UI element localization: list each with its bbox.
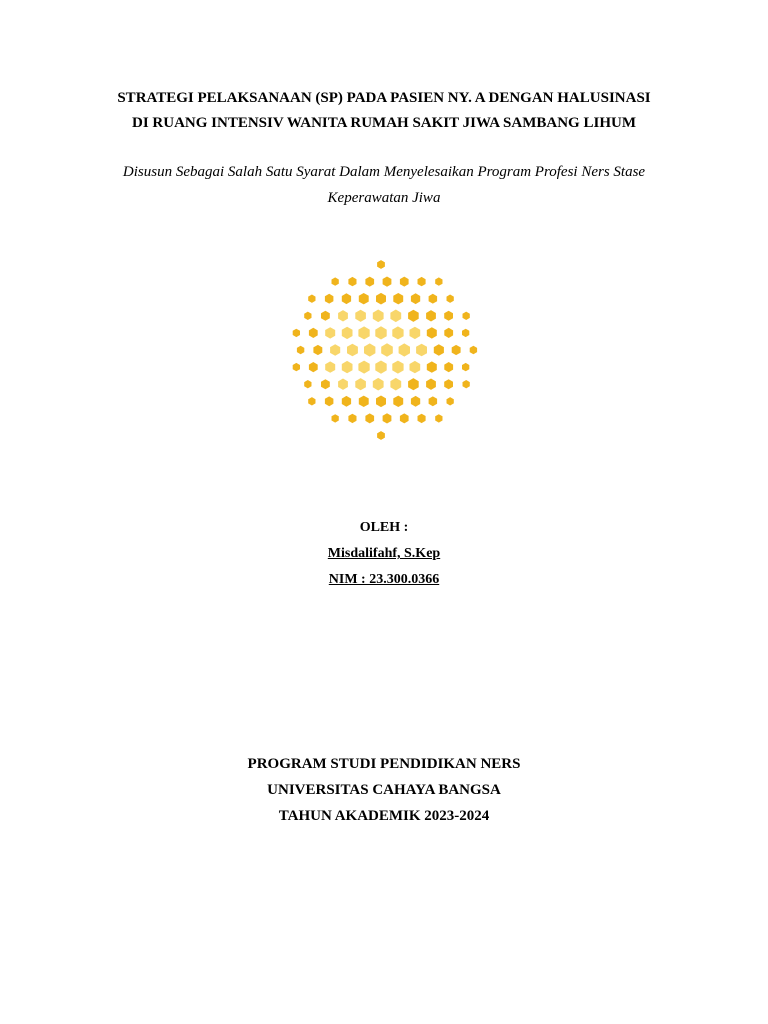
logo-hexagon bbox=[377, 431, 384, 439]
logo-hexagon bbox=[365, 413, 374, 423]
logo-hexagon bbox=[408, 378, 419, 390]
logo-hexagon bbox=[408, 310, 419, 322]
logo-hexagon bbox=[342, 396, 351, 407]
logo-hexagon bbox=[392, 361, 403, 374]
logo-hexagon bbox=[348, 414, 356, 423]
logo-hexagon bbox=[332, 414, 339, 422]
logo-hexagon bbox=[400, 277, 409, 287]
logo-hexagon bbox=[375, 361, 386, 374]
logo-hexagon bbox=[325, 361, 335, 372]
logo-hexagon bbox=[342, 361, 353, 373]
author-name: Misdalifahf, S.Kep bbox=[327, 546, 441, 561]
logo-hexagon bbox=[359, 293, 369, 304]
subtitle-line-2: Keperawatan Jiwa bbox=[327, 190, 441, 206]
program-name: PROGRAM STUDI PENDIDIKAN NERS bbox=[247, 756, 521, 772]
logo-hexagon bbox=[470, 346, 477, 354]
logo-hexagon bbox=[427, 361, 437, 372]
logo-hexagon bbox=[452, 345, 461, 355]
document-title bbox=[60, 86, 708, 136]
logo-hexagon bbox=[304, 312, 311, 320]
logo-hexagon bbox=[321, 379, 330, 389]
logo-hexagon bbox=[444, 328, 453, 338]
logo-hexagon bbox=[383, 413, 392, 423]
logo-hexagon bbox=[364, 343, 375, 356]
logo-hexagon bbox=[444, 379, 453, 389]
logo-hexagon bbox=[426, 379, 436, 390]
author-block bbox=[184, 515, 584, 593]
logo-hexagon bbox=[400, 413, 409, 423]
logo-hexagon bbox=[365, 277, 374, 287]
logo-hexagon bbox=[447, 295, 454, 303]
logo-hexagon bbox=[393, 293, 403, 304]
logo-hexagon bbox=[411, 293, 420, 304]
logo-hexagon bbox=[392, 326, 403, 339]
logo-hexagon bbox=[308, 397, 315, 405]
logo-hexagon bbox=[293, 363, 300, 371]
logo-hexagon bbox=[411, 396, 420, 407]
logo-hexagon bbox=[410, 361, 421, 373]
logo-hexagon bbox=[359, 396, 369, 407]
logo-hexagon bbox=[342, 327, 353, 339]
logo-hexagon bbox=[399, 343, 410, 356]
logo-hexagon bbox=[434, 344, 444, 356]
logo-hexagon bbox=[418, 414, 426, 423]
logo-hexagon bbox=[393, 396, 403, 407]
logo-hexagon bbox=[426, 310, 436, 321]
logo-hexagon bbox=[390, 310, 401, 323]
author-label: OLEH : bbox=[359, 520, 409, 535]
logo-hexagon bbox=[297, 346, 304, 354]
logo-hexagon bbox=[463, 380, 470, 388]
logo-hexagon bbox=[376, 293, 386, 305]
logo-hexagon bbox=[308, 295, 315, 303]
logo-hexagon bbox=[313, 345, 322, 355]
institution-block bbox=[134, 751, 634, 829]
logo-hexagon bbox=[321, 311, 330, 321]
logo-hexagon bbox=[447, 397, 454, 405]
logo-hexagon bbox=[309, 362, 318, 372]
title-line-2: DI RUANG INTENSIV WANITA RUMAH SAKIT JIWA SAMBANG LIHUM bbox=[132, 115, 636, 131]
logo-hexagon bbox=[462, 363, 469, 371]
logo-hexagon bbox=[358, 361, 369, 374]
logo-hexagon bbox=[435, 414, 442, 422]
logo-hexagon bbox=[410, 327, 421, 339]
logo-hexagon bbox=[390, 378, 401, 391]
logo-hexagon bbox=[375, 326, 386, 339]
logo-hexagon bbox=[376, 396, 386, 408]
logo-hexagon bbox=[355, 310, 366, 322]
logo-hexagon bbox=[418, 277, 426, 286]
logo-hexagon bbox=[338, 379, 348, 390]
logo-hexagon bbox=[293, 329, 300, 337]
logo-hexagon bbox=[342, 293, 351, 304]
logo-hexagon bbox=[427, 327, 437, 338]
logo-hexagon bbox=[381, 343, 393, 356]
logo-hexagon bbox=[325, 294, 334, 304]
logo-hexagon bbox=[304, 380, 311, 388]
logo-hexagon bbox=[377, 260, 384, 268]
subtitle-line-1: Disusun Sebagai Salah Satu Syarat Dalam Menyelesaikan Program Profesi Ners Stase bbox=[122, 164, 646, 180]
title-line-1: STRATEGI PELAKSANAAN (SP) PADA PASIEN NY. A DENGAN HALUSINASI bbox=[117, 90, 651, 106]
logo-hexagon bbox=[348, 277, 356, 286]
logo-hexagon bbox=[429, 294, 438, 304]
logo-hexagon bbox=[373, 310, 384, 323]
logo-hexagon bbox=[338, 310, 348, 321]
university-name: UNIVERSITAS CAHAYA BANGSA bbox=[267, 782, 501, 798]
logo-hexagon bbox=[355, 378, 366, 390]
logo-hexagon bbox=[463, 312, 470, 320]
logo-hexagon bbox=[373, 378, 384, 391]
logo-hexagon bbox=[332, 277, 339, 285]
logo-hexagon bbox=[330, 344, 340, 356]
document-subtitle bbox=[80, 159, 688, 211]
logo-hexagon bbox=[309, 328, 318, 338]
logo-hexagon bbox=[383, 277, 392, 287]
logo-hexagon bbox=[444, 311, 453, 321]
logo-hexagon bbox=[462, 329, 469, 337]
logo-hexagon bbox=[429, 396, 438, 406]
author-nim: NIM : 23.300.0366 bbox=[328, 572, 440, 587]
honeycomb-sphere-logo-icon bbox=[284, 258, 484, 448]
logo-hexagon bbox=[325, 327, 335, 338]
logo-hexagon bbox=[325, 396, 334, 406]
logo-hexagon bbox=[416, 344, 427, 357]
logo-hexagon bbox=[435, 277, 442, 285]
academic-year: TAHUN AKADEMIK 2023-2024 bbox=[278, 808, 490, 824]
logo-hexagon bbox=[347, 344, 358, 357]
logo-hexagon bbox=[358, 326, 369, 339]
logo-hexagon bbox=[444, 362, 453, 372]
